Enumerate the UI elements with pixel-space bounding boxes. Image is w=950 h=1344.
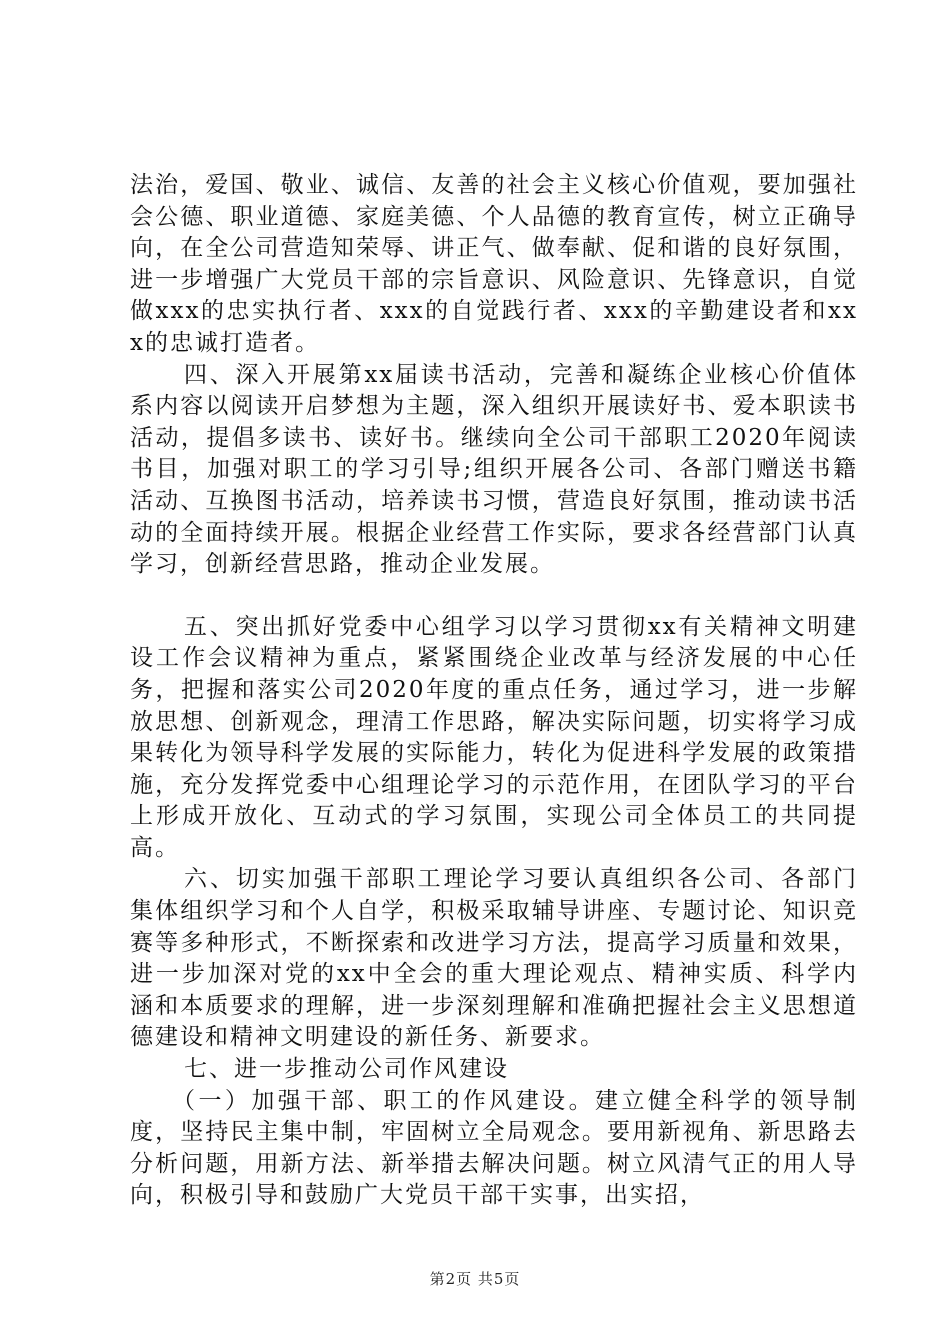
paragraph-section-6: 六、切实加强干部职工理论学习要认真组织各公司、各部门集体组织学习和个人自学，积极采取辅导讲座、专题讨论、知识竞赛等多种形式，不断探索和改进学习方法，提高学习质量和效果，进一步加深对党的xx中全会的重大理论观点、精神实质、科学内涵和本质要求的理解，进一步深刻理解和准确把握社会主义思想道德建设和精神文明建设的新任务、新要求。 xyxy=(130,866,858,1051)
page-footer: 第2页 共5页 xyxy=(429,1270,521,1288)
paragraph-section-5: 五、突出抓好党委中心组学习以学习贯彻xx有关精神文明建设工作会议精神为重点，紧紧围绕企业改革与经济发展的中心任务，把握和落实公司2020年度的重点任务，通过学习，进一步解放思想、创新观念，理清工作思路，解决实际问题，切实将学习成果转化为领导科学发展的实际能力，转化为促进科学发展的政策措施，充分发挥党委中心组理论学习的示范作用，在团队学习的平台上形成开放化、互动式的学习氛围，实现公司全体员工的共同提高。 xyxy=(130,613,858,861)
paragraph-section-4: 四、深入开展第xx届读书活动，完善和凝练企业核心价值体系内容以阅读开启梦想为主题，深入组织开展读好书、爱本职读书活动，提倡多读书、读好书。继续向全公司干部职工2020年阅读书目，加强对职工的学习引导;组织开展各公司、各部门赠送书籍活动、互换图书活动，培养读书习惯，营造良好氛围，推动读书活动的全面持续开展。根据企业经营工作实际，要求各经营部门认真学习，创新经营思路，推动企业发展。 xyxy=(130,361,858,578)
section-heading-7: 七、进一步推动公司作风建设 xyxy=(184,1056,509,1083)
document-body xyxy=(130,170,858,1212)
paragraph-subsection-7-1: （一）加强干部、职工的作风建设。建立健全科学的领导制度，坚持民主集中制，牢固树立全局观念。要用新视角、新思路去分析问题，用新方法、新举措去解决问题。树立风清气正的用人导向，积极引导和鼓励广大党员干部干实事，出实招， xyxy=(130,1087,858,1209)
paragraph-continuation: 法治，爱国、敬业、诚信、友善的社会主义核心价值观，要加强社会公德、职业道德、家庭美德、个人品德的教育宣传，树立正确导向，在全公司营造知荣辱、讲正气、做奉献、促和谐的良好氛围，进一步增强广大党员干部的宗旨意识、风险意识、先锋意识，自觉做xxx的忠实执行者、xxx的自觉践行者、xxx的辛勤建设者和xxx的忠诚打造者。 xyxy=(130,172,858,356)
